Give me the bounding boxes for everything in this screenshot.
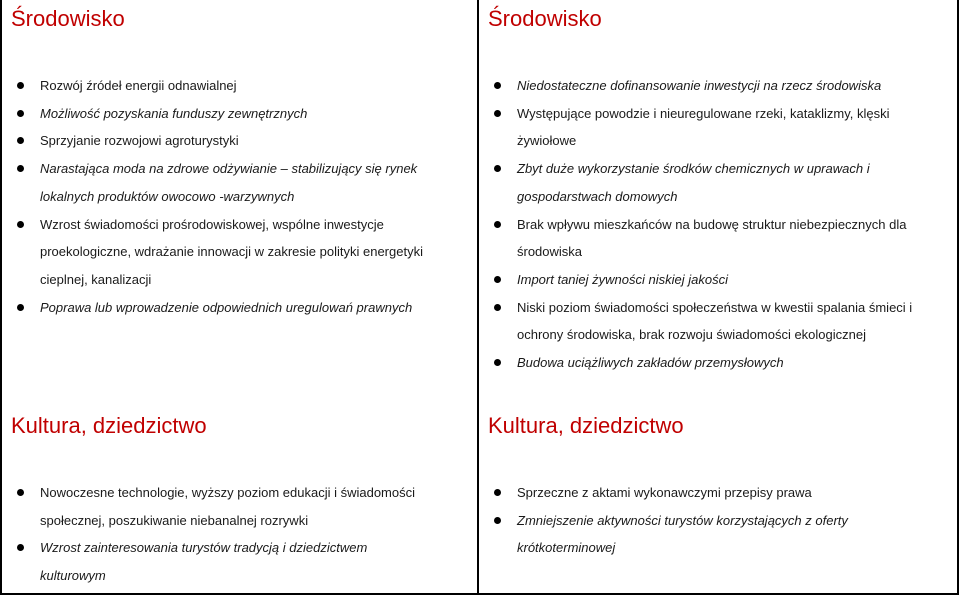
list-item: Sprzeczne z aktami wykonawczymi przepisy prawa [479, 479, 951, 507]
list-item: Nowoczesne technologie, wyższy poziom edukacji i świadomości społecznej, poszukiwanie niebanalnej rozrywki [2, 479, 460, 534]
cell-top-right [479, 0, 957, 400]
list-item: Budowa uciążliwych zakładów przemysłowych [479, 349, 951, 377]
list-item: Zbyt duże wykorzystanie środków chemicznych w uprawach i gospodarstwach domowych [479, 155, 912, 210]
bullet-list [2, 72, 464, 321]
list-item: Rozwój źródeł energii odnawialnej [2, 72, 464, 100]
list-item: Niski poziom świadomości społeczeństwa w kwestii spalania śmieci i ochrony środowiska, brak rozwoju świadomości ekologicznej [479, 294, 957, 349]
bullet-list [479, 72, 951, 377]
bullet-list [2, 479, 464, 590]
list-item: Wzrost świadomości prośrodowiskowej, wspólne inwestycje proekologiczne, wdrażanie innowacji w zakresie polityki energetyki cieplnej, kanalizacji [2, 211, 440, 294]
cell-title: Środowisko [11, 6, 125, 31]
list-item: Import taniej żywności niskiej jakości [479, 266, 951, 294]
list-item: Poprawa lub wprowadzenie odpowiednich uregulowań prawnych [2, 294, 464, 322]
list-item: Narastająca moda na zdrowe odżywianie – stabilizujący się rynek lokalnych produktów owocowo -warzywnych [2, 155, 420, 210]
list-item: Sprzyjanie rozwojowi agroturystyki [2, 127, 464, 155]
cell-title: Kultura, dziedzictwo [11, 413, 207, 438]
cell-title: Kultura, dziedzictwo [488, 413, 684, 438]
bullet-list [479, 479, 951, 562]
list-item: Występujące powodzie i nieuregulowane rzeki, kataklizmy, klęski żywiołowe [479, 100, 912, 155]
cell-top-left [2, 0, 477, 400]
list-item: Zmniejszenie aktywności turystów korzystających z oferty krótkoterminowej [479, 507, 897, 562]
list-item: Niedostateczne dofinansowanie inwestycji na rzecz środowiska [479, 72, 951, 100]
list-item: Możliwość pozyskania funduszy zewnętrznych [2, 100, 464, 128]
cell-bottom-right [479, 400, 957, 593]
cell-title: Środowisko [488, 6, 602, 31]
cell-bottom-left [2, 400, 477, 593]
list-item: Brak wpływu mieszkańców na budowę struktur niebezpiecznych dla środowiska [479, 211, 952, 266]
list-item: Wzrost zainteresowania turystów tradycją i dziedzictwem kulturowym [2, 534, 435, 589]
